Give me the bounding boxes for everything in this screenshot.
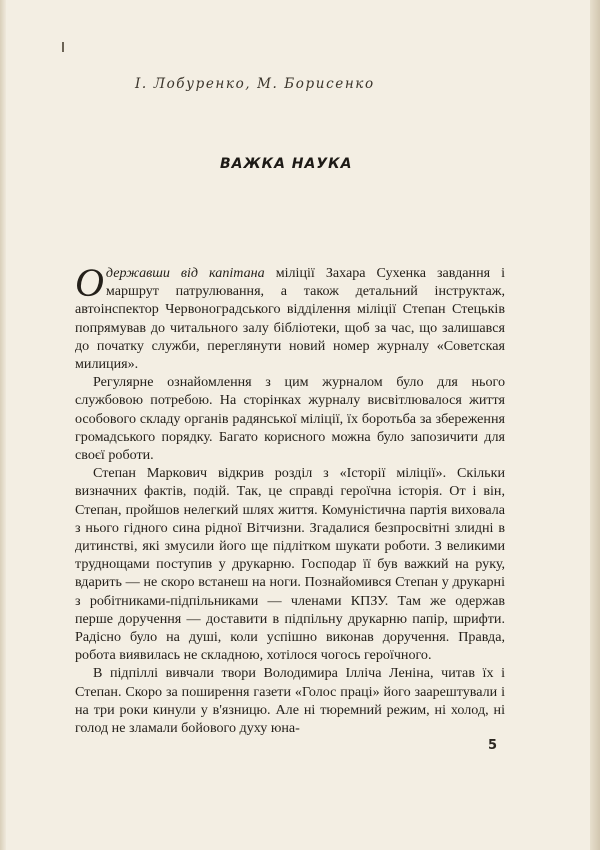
paragraph-1 [75,260,505,373]
chapter-title: ВАЖКА НАУКА [220,156,353,172]
margin-mark [62,42,64,52]
paragraph-2: Регулярне ознайомлення з цим журналом було для нього службовою потребою. На сторінках журналу висвітлювалося життя особового складу органів радянської міліції, їх боротьба за збереження громадського порядку. Багато корисного можна було запозичити для своєї роботи. [75,374,505,464]
lead-in-text: державши від капітана [105,265,265,281]
authors-line: І. Лобуренко, М. Борисенко [135,76,375,92]
drop-cap: О [75,260,104,305]
page-number: 5 [488,738,498,753]
page-left-edge [0,0,6,850]
paragraph-3: Степан Маркович відкрив розділ з «Історії міліції». Скільки визначних фактів, подій. Так, це справді героїчна історія. От і він, Степан, пройшов нелегкий шлях життя. Комуністична партія виховала з нього гідного сина рідної Вітчизни. Згадалися безпросвітні злидні в дитинстві, які змусили його ще підлітком шукати роботи. З великими труднощами поступив у друкарню. Господар її був важкий на руку, вдарить — не скоро встанеш на ноги. Познайомився Степан у друкарні з робітниками-підпільниками — членами КПЗУ. Там же одержав перше доручення — доставити в підпільну друкарню папір, шрифти. Радісно було на душі, коли успішно виконав доручення. Правда, робота виявилась не складною, хотілося чогось героїчного. [75,465,505,664]
paragraph-1-text: міліції Захара Сухенка завдання і маршрут патрулювання, а також детальний інструктаж, автоінспектор Червоноградського відділення міліції Степан Стецьків попрямував до читального залу бібліотеки, щоб за час, що залишався до початку служби, переглянути новий номер журналу «Советская милиция». [75,265,505,373]
body-text [75,260,505,737]
page-right-edge [590,0,600,850]
paragraph-4: В підпіллі вивчали твори Володимира Ілліча Леніна, читав їх і Степан. Скоро за поширення газети «Голос праці» його заарештували і на три роки кинули у в'язницю. Але ні тюремний режим, ні холод, ні голод не зламали бойового духу юна- [75,665,505,737]
